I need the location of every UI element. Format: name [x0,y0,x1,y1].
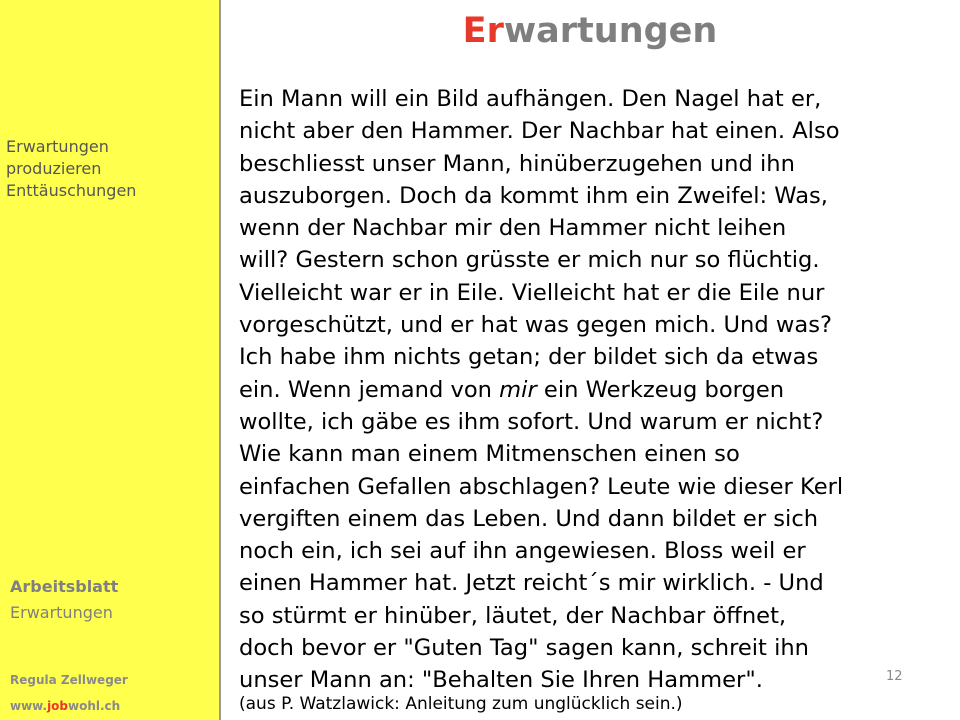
sidebar-subtitle-line: Enttäuschungen [6,181,137,200]
story-line: vergiften einem das Leben. Und dann bildet er sich [239,505,819,532]
story-line: Vielleicht war er in Eile. Vielleicht hat er die Eile nur [239,279,825,306]
sidebar [0,0,221,720]
story-line: einfachen Gefallen abschlagen? Leute wie dieser Kerl [239,473,844,500]
story-line: wollte, ich gäbe es ihm sofort. Und warum er nicht? [239,408,824,435]
author-name: Regula Zellweger [10,673,128,687]
page-number: 12 [886,669,903,684]
emphasized-word: mir [499,376,537,403]
worksheet-topic: Erwartungen [10,603,113,622]
sidebar-subtitle [6,136,211,202]
website-prefix: www. [10,699,48,713]
story-line: Ich habe ihm nichts getan; der bildet sich da etwas [239,344,819,371]
story-line: will? Gestern schon grüsste er mich nur so flüchtig. [239,247,820,274]
story-segment: ein Werkzeug borgen [536,376,785,403]
story-line: Wie kann man einem Mitmenschen einen so [239,441,740,468]
story-line: auszuborgen. Doch da kommt ihm ein Zweifel: Was, [239,182,828,209]
story-line: so stürmt er hinüber, läutet, der Nachbar öffnet, [239,602,787,629]
story-text [239,83,954,697]
website-suffix: wohl.ch [68,699,121,713]
worksheet-heading: Arbeitsblatt [10,577,119,596]
story-segment: ein. Wenn jemand von [239,376,500,403]
story-line: beschliesst unser Mann, hinüberzugehen und ihn [239,150,795,177]
story-line: vorgeschützt, und er hat was gegen mich. Und was? [239,312,832,339]
source-citation: (aus P. Watzlawick: Anleitung zum unglücklich sein.) [239,694,683,714]
sidebar-subtitle-line: Erwartungen [6,137,109,156]
story-line: unser Mann an: "Behalten Sie Ihren Hammer". [239,667,763,694]
story-line: nicht aber den Hammer. Der Nachbar hat einen. Also [239,118,840,145]
page-title [240,8,940,54]
website-highlight: job [47,699,69,713]
sidebar-subtitle-line: produzieren [6,159,102,178]
website-link[interactable] [10,699,120,713]
story-line: Ein Mann will ein Bild aufhängen. Den Nagel hat er, [239,86,822,112]
title-accent: Er [462,11,504,51]
story-line: einen Hammer hat. Jetzt reicht´s mir wirklich. - Und [239,570,824,597]
story-line [239,374,954,406]
story-line: noch ein, ich sei auf ihn angewiesen. Bloss weil er [239,538,806,565]
story-line: doch bevor er "Guten Tag" sagen kann, schreit ihn [239,635,810,662]
title-rest: wartungen [503,11,718,51]
story-line: wenn der Nachbar mir den Hammer nicht leihen [239,215,787,242]
